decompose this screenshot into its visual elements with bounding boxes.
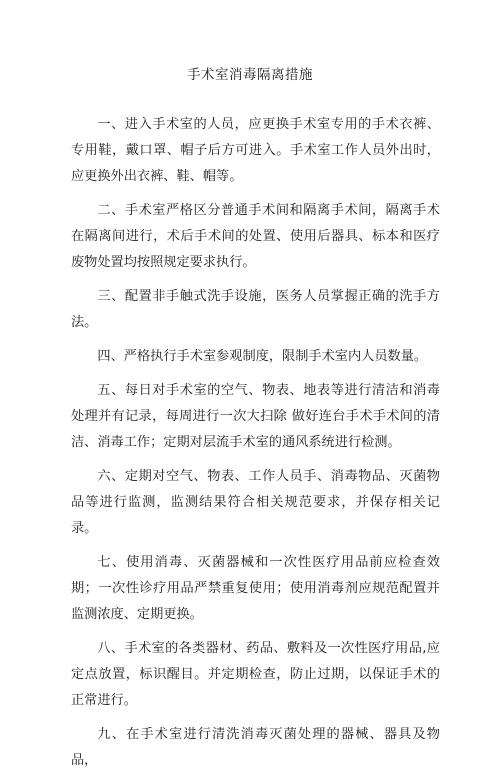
paragraph-2: 二、手术室严格区分普通手术间和隔离手术间，隔离手术在隔离间进行，术后手术间的处置、使用后器具、标本和医疗废物处置均按照规定要求执行。 [71,203,440,270]
paragraph-3: 三、配置非手触式洗手设施，医务人员掌握正确的洗手方法。 [71,289,440,330]
paragraph-6: 六、定期对空气、物表、工作人员手、消毒物品、灭菌物品等进行监测，监测结果符合相关规范要求，并保存相关记录。 [71,469,440,536]
paragraph-4: 四、严格执行手术室参观制度，限制手术室内人员数量。 [97,349,428,364]
paragraph-5: 五、每日对手术室的空气、物表、地表等进行清洁和消毒处理并有记录，每周进行一次大扫除 做好连台手术手术间的清洁、消毒工作；定期对层流手术室的通风系统进行检测。 [71,383,440,450]
document-title: 手术室消毒隔离措施 [187,67,313,83]
paragraph-8: 八、手术室的各类器材、药品、敷料及一次性医疗用品,应定点放置，标识醒目。并定期检查，防止过期，以保证手术的正常进行。 [71,641,440,708]
paragraph-9: 九、在手术室进行清洗消毒灭菌处理的器械、器具及物品， [71,727,440,768]
document-body [71,112,440,782]
paragraph-7: 七、使用消毒、灭菌器械和一次性医疗用品前应检查效期；一次性诊疗用品严禁重复使用；使用消毒剂应规范配置并监测浓度、定期更换。 [71,555,440,622]
paragraph-1: 一、进入手术室的人员，应更换手术室专用的手术衣裤、专用鞋，戴口罩、帽子后方可进入。手术室工作人员外出时，应更换外出衣裤、鞋、帽等。 [71,117,440,184]
